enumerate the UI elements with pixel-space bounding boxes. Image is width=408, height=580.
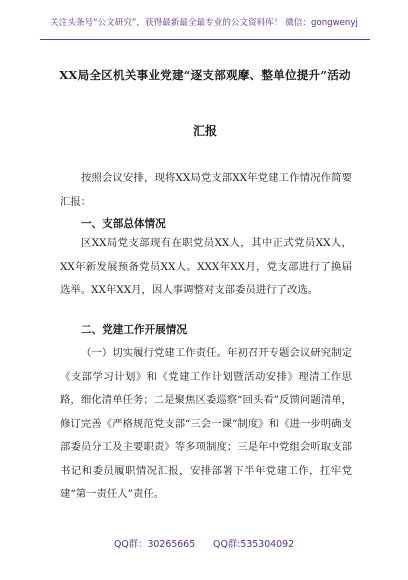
intro-paragraph: 按照会议安排，现将XX局党支部XX年党建工作情况作简要汇报： — [60, 172, 352, 208]
section-heading-2: 二、党建工作开展情况 — [81, 324, 187, 336]
section-heading-1: 一、支部总体情况 — [81, 218, 166, 230]
header-divider — [40, 39, 370, 40]
section-2-paragraph: （一）切实履行党建工作责任。年初召开专题会议研究制定《支部学习计划》和《党建工作计划暨活动安排》理清工作思路，细化清单任务；二是聚焦区委巡察“回头看”反馈问题清单，修订完善《严格规范党支部“三会一课”制度》和《进一步明确支部委员分工及主要职责》等多项制度；三是年中党组会听取支部书记和委员履职情况汇报，安排部署下半年党建工作，扛牢党建“第一责任人”责任。 — [60, 347, 352, 500]
document-title: XX局全区机关事业党建“逐支部观摩、整单位提升”活动 — [59, 68, 351, 82]
document-title-second-line: 汇报 — [192, 124, 217, 138]
footer-qq-groups: QQ群：30265665 QQ群:535304092 — [113, 539, 295, 550]
header-promo-note: 关注头条号“公文研究”，获得最新最全最专业的公文资料库！ 微信：gongwenyj — [50, 18, 358, 28]
section-1-paragraph: 区XX局党支部现有在职党员XX人，其中正式党员XX人，XX年新发展预备党员XX人。XXX年XX月，党支部进行了换届选举。XX年XX月，因人事调整对支部委员进行了改选。 — [60, 237, 352, 296]
